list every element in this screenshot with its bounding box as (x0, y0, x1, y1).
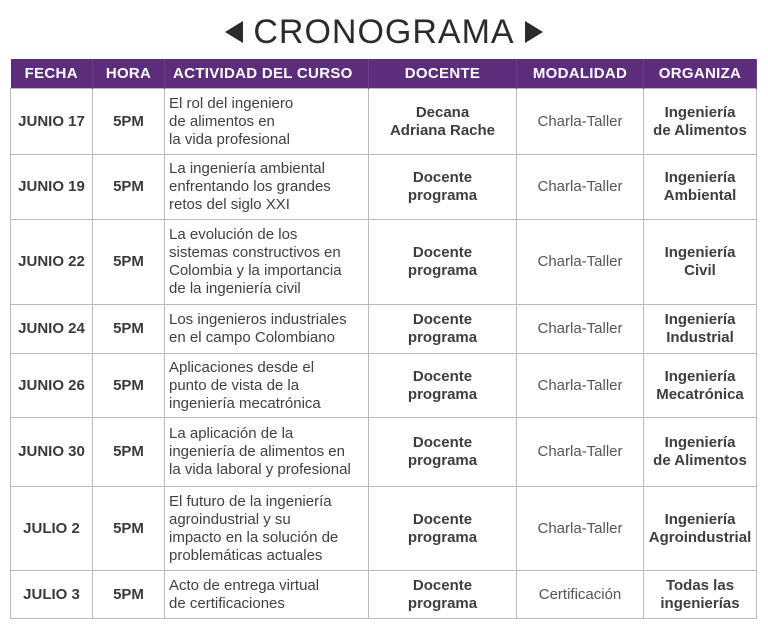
cell-docente (369, 305, 517, 354)
cell-organiza-line: de Alimentos (653, 121, 747, 139)
title-bar (0, 12, 768, 52)
cell-modalidad: Charla-Taller (517, 220, 644, 305)
cell-modalidad: Charla-Taller (517, 418, 644, 487)
cell-docente-line: programa (407, 385, 478, 403)
cell-hora: 5PM (93, 354, 165, 418)
cell-docente (369, 354, 517, 418)
table-row (11, 220, 757, 305)
table-row (11, 155, 757, 220)
cell-actividad-line: ingeniería de alimentos en (169, 443, 345, 460)
cell-organiza-line: Industrial (666, 329, 734, 346)
cell-modalidad: Charla-Taller (517, 354, 644, 418)
cell-docente (369, 418, 517, 487)
cell-modalidad: Charla-Taller (517, 89, 644, 155)
table-row (11, 89, 757, 155)
cell-actividad-line: Los ingenieros industriales (169, 311, 347, 328)
cell-actividad-line: retos del siglo XXI (169, 196, 290, 213)
cell-actividad-line: ingeniería mecatrónica (169, 394, 321, 412)
cell-docente (369, 155, 517, 220)
cell-organiza-line: Ingeniería (664, 244, 736, 261)
cell-docente-line: programa (407, 329, 478, 346)
cell-docente-line: Docente (412, 169, 473, 186)
cell-actividad-line: la vida laboral y profesional (169, 461, 351, 478)
cell-organiza-line: Ingeniería (664, 311, 736, 328)
cell-modalidad: Certificación (517, 571, 644, 619)
cell-organiza-line: Agroindustrial (648, 528, 752, 546)
cell-actividad-line: Aplicaciones desde el (169, 358, 315, 376)
cell-organiza-line: Ingeniería (664, 367, 736, 385)
cell-modalidad: Charla-Taller (517, 487, 644, 571)
table-row (11, 305, 757, 354)
arrow-right-icon (525, 21, 543, 43)
cell-organiza (644, 155, 757, 220)
table-row (11, 571, 757, 619)
cell-docente (369, 487, 517, 571)
cell-hora: 5PM (93, 89, 165, 155)
cell-docente (369, 220, 517, 305)
table-row (11, 354, 757, 418)
cell-docente-line: programa (407, 262, 478, 279)
cell-docente-line: Docente (412, 244, 473, 261)
page-title: CRONOGRAMA (253, 12, 515, 51)
table-row (11, 487, 757, 571)
cell-actividad-line: La aplicación de la (169, 425, 294, 442)
cell-modalidad: Charla-Taller (517, 305, 644, 354)
cell-docente-line: Docente (412, 367, 473, 385)
cell-hora: 5PM (93, 487, 165, 571)
cell-hora: 5PM (93, 418, 165, 487)
cell-fecha: JULIO 3 (11, 571, 93, 619)
cell-actividad-line: en el campo Colombiano (169, 329, 335, 346)
cell-organiza (644, 571, 757, 619)
table-row (11, 418, 757, 487)
cell-fecha: JUNIO 19 (11, 155, 93, 220)
cell-hora: 5PM (93, 220, 165, 305)
header-actividad: ACTIVIDAD DEL CURSO (165, 59, 369, 89)
header-modalidad: MODALIDAD (517, 59, 644, 89)
cell-actividad (165, 89, 369, 155)
cell-docente (369, 89, 517, 155)
cell-actividad (165, 418, 369, 487)
cell-actividad (165, 487, 369, 571)
schedule-table (10, 59, 757, 619)
cell-docente-line: Docente (412, 311, 473, 328)
cell-fecha: JULIO 2 (11, 487, 93, 571)
header-fecha: FECHA (11, 59, 93, 89)
cell-fecha: JUNIO 17 (11, 89, 93, 155)
cell-docente (369, 571, 517, 619)
header-hora: HORA (93, 59, 165, 89)
cell-organiza (644, 487, 757, 571)
cell-organiza (644, 89, 757, 155)
cell-fecha: JUNIO 22 (11, 220, 93, 305)
cell-organiza (644, 418, 757, 487)
cell-actividad-line: sistemas constructivos en (169, 244, 341, 261)
cell-docente-line: programa (407, 452, 478, 469)
cell-organiza-line: Ingeniería (664, 434, 736, 451)
cell-organiza-line: Ingeniería (664, 103, 736, 121)
cell-docente-line: programa (407, 528, 478, 546)
cell-organiza-line: Ambiental (663, 187, 737, 204)
cell-docente-line: programa (407, 594, 478, 612)
cell-organiza-line: Mecatrónica (656, 385, 744, 403)
cell-organiza-line: ingenierías (660, 594, 740, 612)
cell-organiza-line: Todas las (665, 576, 735, 594)
cell-actividad (165, 571, 369, 619)
cell-docente-line: Docente (412, 510, 473, 528)
cell-actividad-line: de certificaciones (169, 594, 285, 612)
header-docente: DOCENTE (369, 59, 517, 89)
cell-organiza-line: de Alimentos (653, 452, 747, 469)
cell-actividad-line: Colombia y la importancia (169, 262, 342, 279)
cell-docente-line: Adriana Rache (389, 121, 496, 139)
cell-actividad-line: El rol del ingeniero (169, 94, 294, 112)
cell-actividad-line: problemáticas actuales (169, 546, 323, 564)
cell-actividad (165, 155, 369, 220)
cell-organiza-line: Ingeniería (664, 169, 736, 186)
cell-hora: 5PM (93, 155, 165, 220)
cell-hora: 5PM (93, 305, 165, 354)
cell-actividad-line: de alimentos en (169, 112, 275, 130)
cell-actividad (165, 220, 369, 305)
cell-organiza-line: Civil (684, 262, 716, 279)
cell-actividad-line: agroindustrial y su (169, 510, 291, 528)
cell-organiza (644, 220, 757, 305)
cell-actividad-line: Acto de entrega virtual (169, 576, 320, 594)
cell-hora: 5PM (93, 571, 165, 619)
cell-docente-line: Decana (415, 103, 470, 121)
arrow-left-icon (225, 21, 243, 43)
cell-actividad-line: La evolución de los (169, 226, 298, 243)
schedule-body (11, 89, 757, 619)
cell-actividad-line: punto de vista de la (169, 376, 300, 394)
cell-docente-line: Docente (412, 434, 473, 451)
cell-docente-line: Docente (412, 576, 473, 594)
cell-fecha: JUNIO 26 (11, 354, 93, 418)
cell-actividad-line: de la ingeniería civil (169, 280, 301, 297)
header-row (11, 59, 757, 89)
cell-actividad-line: La ingeniería ambiental (169, 160, 325, 177)
cell-actividad (165, 354, 369, 418)
cell-fecha: JUNIO 30 (11, 418, 93, 487)
cell-actividad-line: la vida profesional (169, 130, 290, 148)
cell-docente-line: programa (407, 187, 478, 204)
cell-organiza (644, 305, 757, 354)
cell-organiza-line: Ingeniería (664, 510, 736, 528)
cell-actividad-line: enfrentando los grandes (169, 178, 331, 195)
cell-actividad-line: El futuro de la ingeniería (169, 492, 332, 510)
header-organiza: ORGANIZA (644, 59, 757, 89)
cell-organiza (644, 354, 757, 418)
cell-fecha: JUNIO 24 (11, 305, 93, 354)
cell-modalidad: Charla-Taller (517, 155, 644, 220)
cell-actividad (165, 305, 369, 354)
cell-actividad-line: impacto en la solución de (169, 528, 339, 546)
